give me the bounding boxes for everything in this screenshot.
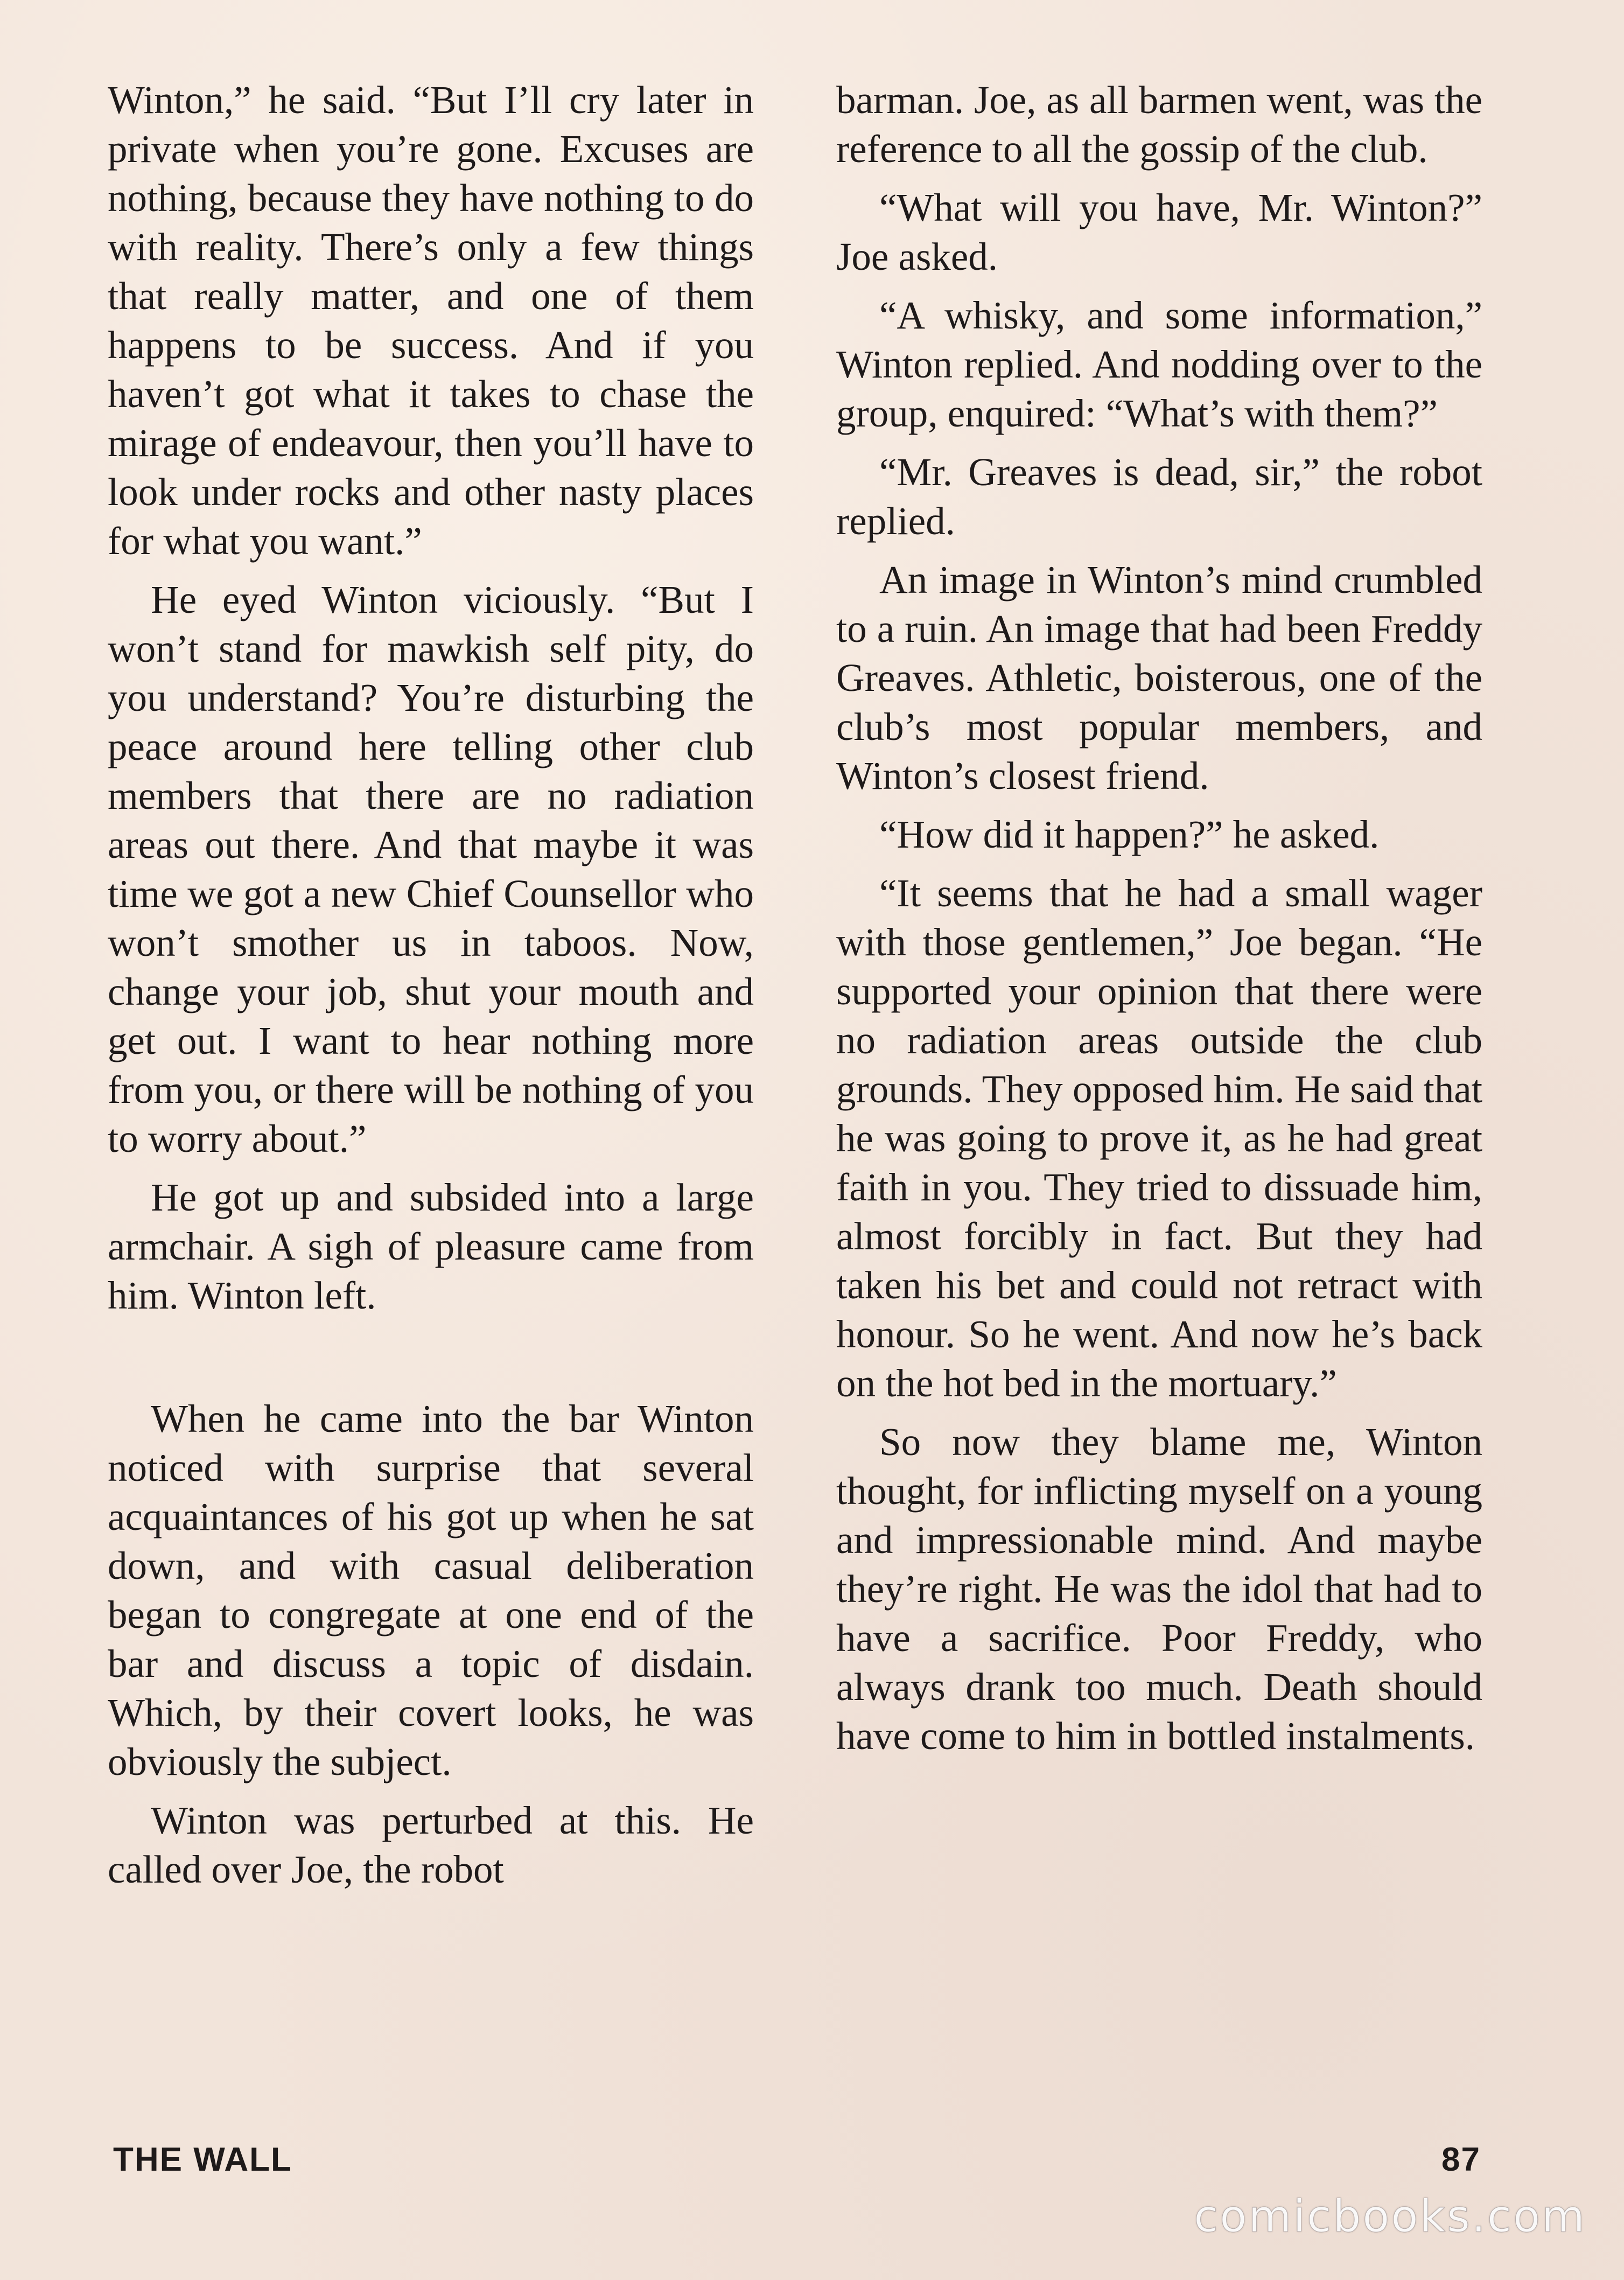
- paragraph: An image in Winton’s mind crumbled to a ruin. An image that had been Freddy Greaves. Athletic, boisterous, one of the club’s most popular members, and Winton’s closest friend.: [836, 558, 1482, 798]
- paragraph: He got up and subsided into a large armchair. A sigh of pleasure came from him. Winton left.: [108, 1176, 754, 1317]
- paragraph: “Mr. Greaves is dead, sir,” the robot replied.: [836, 450, 1482, 543]
- paragraph: barman. Joe, as all barmen went, was the reference to all the gossip of the club.: [836, 78, 1482, 171]
- paragraph: “A whisky, and some information,” Winton replied. And nodding over to the group, enquired: “What’s with them?”: [836, 293, 1482, 435]
- paragraph: “It seems that he had a small wager with those gentlemen,” Joe began. “He supported your opinion that there were no radiation areas outside the club grounds. They opposed him. He said that he was going to prove it, as he had great faith in you. They tried to dissuade him, almost forcibly in fact. But they had taken his bet and could not retract with honour. So he went. And now he’s back on the hot bed in the mortuary.”: [836, 871, 1482, 1405]
- paragraph: So now they blame me, Winton thought, for inflicting myself on a young and impressionable mind. And maybe they’re right. He was the idol that had to have a sacrifice. Poor Freddy, who always drank too much. Death should have come to him in bottled instalments.: [836, 1420, 1482, 1758]
- paragraph: When he came into the bar Winton noticed with surprise that several acquaintances of his got up when he sat down, and with casual deliberation began to congregate at one end of the bar and discuss a topic of disdain. Which, by their covert looks, he was obviously the subject.: [108, 1397, 754, 1784]
- site-watermark: comicbooks.com: [1194, 2191, 1586, 2242]
- paragraph: Winton was perturbed at this. He called over Joe, the robot: [108, 1799, 754, 1891]
- section-break: [108, 1330, 754, 1394]
- left-text-column: [108, 75, 754, 1904]
- right-text-column: [836, 75, 1482, 1770]
- paragraph: “What will you have, Mr. Winton?” Joe asked.: [836, 186, 1482, 278]
- paragraph: He eyed Winton viciously. “But I won’t stand for mawkish self pity, do you understand? You’re disturbing the peace around here telling other club members that there are no radiation areas out there. And that maybe it was time we got a new Chief Counsellor who won’t smother us in taboos. Now, change your job, shut your mouth and get out. I want to hear nothing more from you, or there will be nothing of you to worry about.”: [108, 578, 754, 1160]
- paragraph: “How did it happen?” he asked.: [879, 813, 1380, 856]
- paragraph: Winton,” he said. “But I’ll cry later in private when you’re gone. Excuses are nothing, because they have nothing to do with reality. There’s only a few things that really matter, and one of them happens to be success. And if you haven’t got what it takes to chase the mirage of endeavour, then you’ll have to look under rocks and other nasty places for what you want.”: [108, 78, 754, 563]
- page-number: 87: [1441, 2141, 1481, 2178]
- running-title: THE WALL: [113, 2141, 292, 2178]
